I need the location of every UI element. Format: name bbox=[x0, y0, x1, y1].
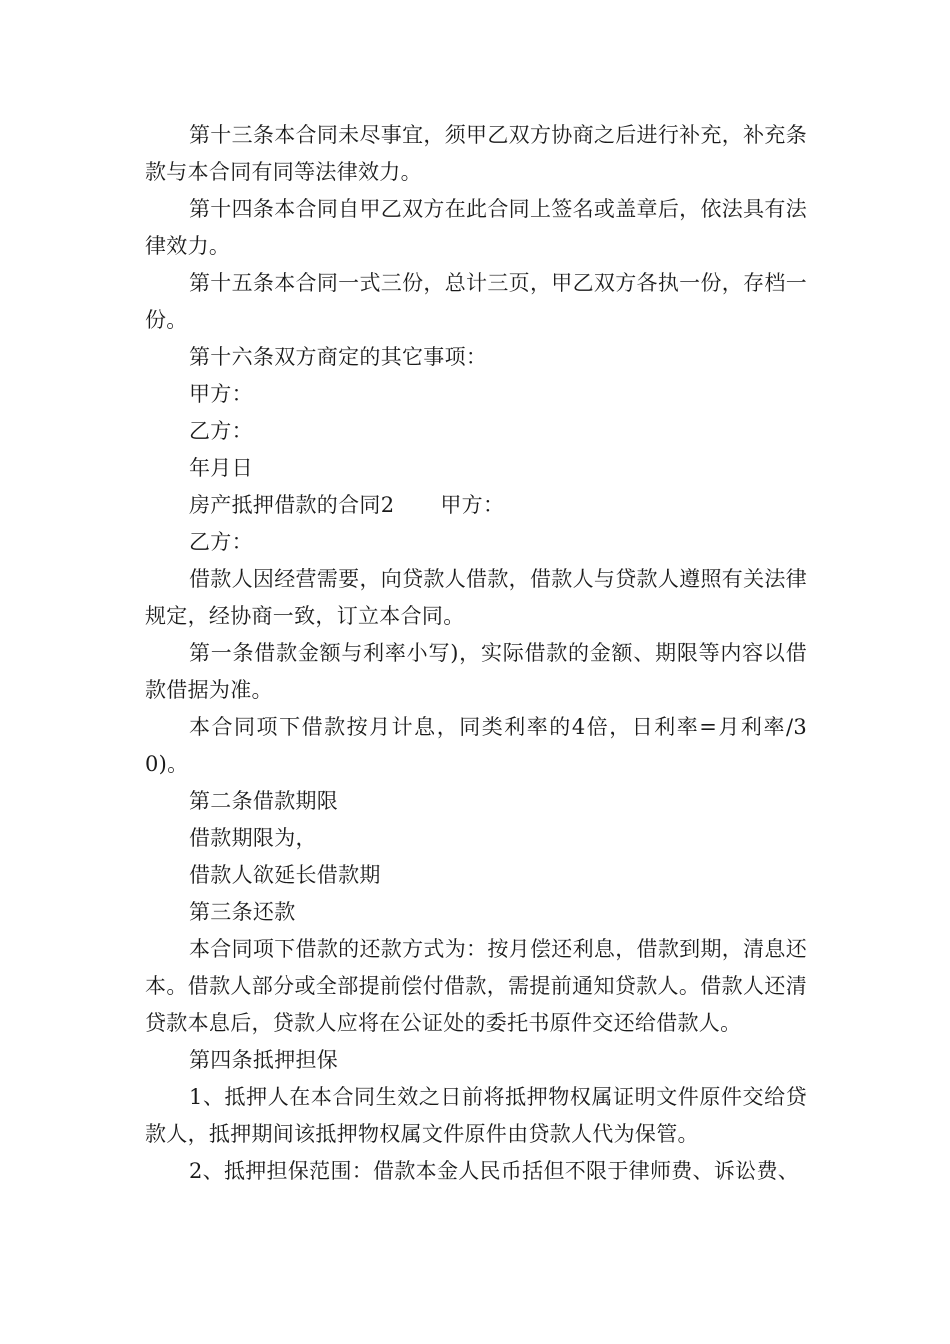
party-b-signature: 乙方： bbox=[189, 419, 253, 443]
contract-preamble: 借款人因经营需要，向贷款人借款，借款人与贷款人遵照有关法律规定，经协商一致，订立本合同。 bbox=[145, 567, 807, 628]
mortgage-item-2: 2、抵押担保范围：借款本金人民币括但不限于律师费、诉讼费、 bbox=[189, 1159, 800, 1183]
clause-16: 第十六条双方商定的其它事项： bbox=[189, 345, 488, 369]
article-2-heading: 第二条借款期限 bbox=[189, 789, 339, 813]
contract-title-line bbox=[145, 487, 807, 524]
article-3-heading: 第三条还款 bbox=[189, 900, 296, 924]
repayment-clause: 本合同项下借款的还款方式为：按月偿还利息，借款到期，清息还本。借款人部分或全部提前偿付借款，需提前通知贷款人。借款人还清贷款本息后，贷款人应将在公证处的委托书原件交还给借款人。 bbox=[145, 937, 807, 1035]
loan-extension: 借款人欲延长借款期 bbox=[189, 863, 381, 887]
clause-15: 第十五条本合同一式三份，总计三页，甲乙双方各执一份，存档一份。 bbox=[145, 271, 807, 332]
clause-13: 第十三条本合同未尽事宜，须甲乙双方协商之后进行补充，补充条款与本合同有同等法律效力。 bbox=[145, 123, 807, 184]
loan-term: 借款期限为， bbox=[189, 826, 317, 850]
clause-14: 第十四条本合同自甲乙双方在此合同上签名或盖章后，依法具有法律效力。 bbox=[145, 197, 807, 258]
article-4-heading: 第四条抵押担保 bbox=[189, 1048, 339, 1072]
contract-title: 房产抵押借款的合同2 bbox=[189, 493, 395, 517]
contract-party-a: 甲方： bbox=[440, 493, 505, 517]
article-1: 第一条借款金额与利率小写)，实际借款的金额、期限等内容以借款借据为准。 bbox=[145, 641, 807, 702]
interest-clause: 本合同项下借款按月计息，同类利率的4倍，日利率=月利率/30)。 bbox=[145, 715, 807, 776]
mortgage-item-1: 1、抵押人在本合同生效之日前将抵押物权属证明文件原件交给贷款人，抵押期间该抵押物权属文件原件由贷款人代为保管。 bbox=[145, 1085, 807, 1146]
contract-party-b: 乙方： bbox=[189, 530, 253, 554]
party-a-signature: 甲方： bbox=[189, 382, 253, 406]
signature-date: 年月日 bbox=[189, 456, 253, 480]
document-body bbox=[145, 117, 807, 1190]
